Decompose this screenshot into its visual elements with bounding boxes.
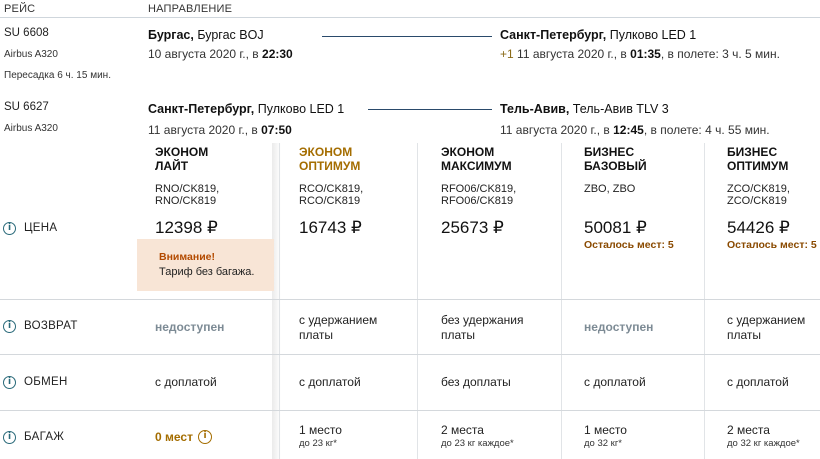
row-label-baggage: БАГАЖ [24, 431, 65, 443]
route-line [368, 109, 492, 110]
info-icon[interactable]: i [3, 222, 16, 235]
transfer-info: Пересадка 6 ч. 15 мин. [4, 70, 111, 81]
warning-box [137, 239, 274, 291]
row-divider [0, 354, 820, 355]
tariff-name: БИЗНЕС БАЗОВЫЙ [584, 145, 647, 173]
departure-city: Бургас, Бургас BOJ [148, 28, 264, 42]
aircraft-type: Airbus A320 [4, 123, 58, 134]
departure-datetime: 10 августа 2020 г., в 22:30 [148, 47, 293, 61]
baggage-value: 2 места до 23 кг каждое* [441, 423, 514, 449]
tariff-price: 12398 ₽ [155, 218, 218, 237]
departure-city: Санкт-Петербург, Пулково LED 1 [148, 102, 345, 116]
row-divider [0, 299, 820, 300]
departure-datetime: 11 августа 2020 г., в 07:50 [148, 123, 292, 137]
exchange-value: с доплатой [299, 375, 361, 389]
tariff-code: RFO06/CK819, RFO06/CK819 [441, 183, 517, 207]
tariff-name: ЭКОНОМ ОПТИМУМ [299, 145, 361, 173]
baggage-info-icon[interactable]: i [198, 430, 212, 444]
refund-value: с удержанием платы [727, 313, 806, 342]
row-label-exchange: ОБМЕН [24, 376, 68, 388]
exchange-value: с доплатой [584, 375, 646, 389]
tariff-code: ZCO/CK819, ZCO/CK819 [727, 183, 790, 207]
aircraft-type: Airbus A320 [4, 49, 58, 60]
refund-value: с удержанием платы [299, 313, 378, 342]
exchange-value: без доплаты [441, 375, 511, 389]
tariff-name: ЭКОНОМ МАКСИМУМ [441, 145, 512, 173]
tariff-name: ЭКОНОМ ЛАЙТ [155, 145, 209, 173]
column-divider [417, 143, 418, 459]
arrival-datetime: 11 августа 2020 г., в 12:45, в полете: 4 ч. 55 мин. [500, 123, 770, 137]
column-divider [704, 143, 705, 459]
refund-value: без удержания платы [441, 313, 524, 342]
warning-title: Внимание! [159, 251, 215, 263]
row-divider [0, 410, 820, 411]
direction-column-header: НАПРАВЛЕНИЕ [148, 3, 233, 15]
flight-column-header: РЕЙС [4, 3, 36, 15]
arrival-datetime: +1 11 августа 2020 г., в 01:35, в полете: 3 ч. 5 мин. [500, 47, 780, 61]
seats-left: Осталось мест: 5 [727, 239, 817, 251]
tariff-price: 54426 ₽ [727, 218, 790, 237]
tariff-name: БИЗНЕС ОПТИМУМ [727, 145, 789, 173]
row-label-price: ЦЕНА [24, 222, 58, 234]
column-divider [561, 143, 562, 459]
tariff-code: RNO/CK819, RNO/CK819 [155, 183, 220, 207]
baggage-value: 2 места до 32 кг каждое* [727, 423, 800, 449]
refund-value: недоступен [155, 320, 225, 334]
tariff-price: 50081 ₽ [584, 218, 647, 237]
info-icon[interactable]: i [3, 320, 16, 333]
warning-text: Тариф без багажа. [159, 266, 255, 278]
flight-number: SU 6608 [4, 27, 49, 39]
info-icon[interactable]: i [3, 431, 16, 444]
column-divider [279, 143, 280, 459]
route-line [322, 36, 492, 37]
tariff-code: ZBO, ZBO [584, 183, 636, 195]
exchange-value: с доплатой [727, 375, 789, 389]
tariff-code: RCO/CK819, RCO/CK819 [299, 183, 364, 207]
refund-value: недоступен [584, 320, 654, 334]
tariff-price: 25673 ₽ [441, 218, 504, 237]
info-icon[interactable]: i [3, 376, 16, 389]
baggage-value: 0 мест [155, 430, 193, 444]
arrival-city: Санкт-Петербург, Пулково LED 1 [500, 28, 697, 42]
flight-number: SU 6627 [4, 101, 49, 113]
seats-left: Осталось мест: 5 [584, 239, 674, 251]
arrival-city: Тель-Авив, Тель-Авив TLV 3 [500, 102, 669, 116]
row-label-refund: ВОЗВРАТ [24, 320, 78, 332]
exchange-value: с доплатой [155, 375, 217, 389]
baggage-value: 1 место до 23 кг* [299, 423, 342, 449]
tariff-price: 16743 ₽ [299, 218, 362, 237]
baggage-value: 1 место до 32 кг* [584, 423, 627, 449]
header-divider [0, 17, 820, 18]
